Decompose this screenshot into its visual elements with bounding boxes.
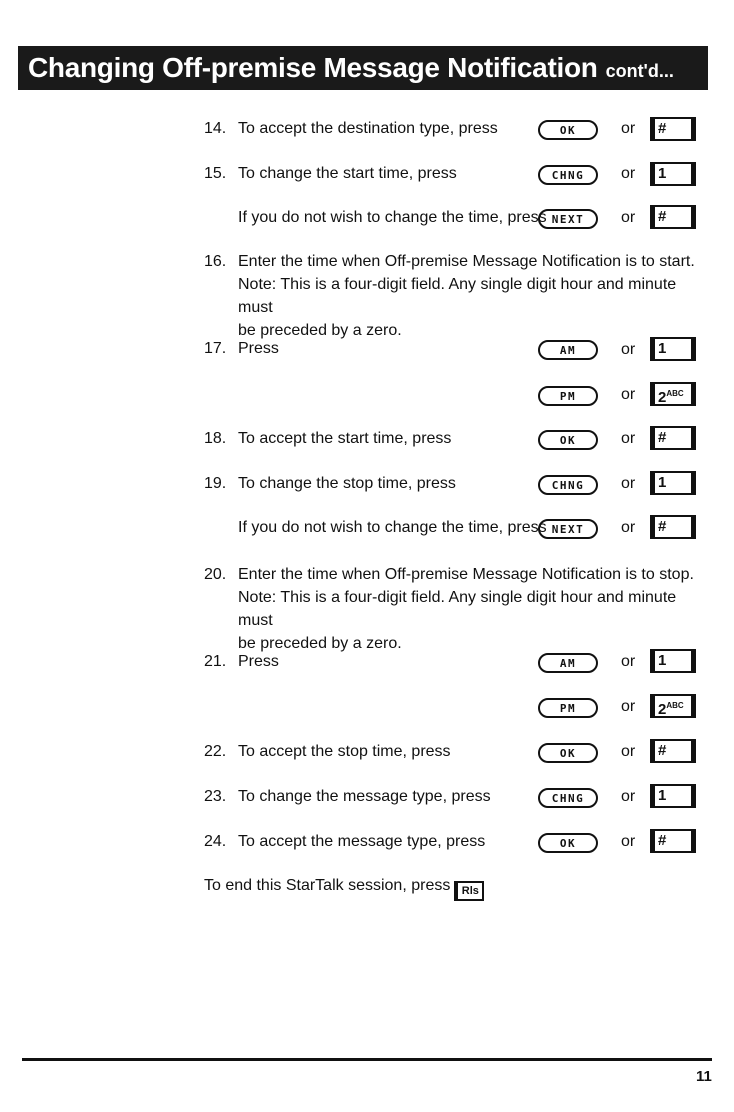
step-16 [204, 250, 709, 342]
or-text: or [621, 475, 636, 492]
step-24 [204, 832, 485, 852]
step-text: Press [238, 653, 279, 670]
am-softkey: AM [538, 340, 598, 360]
step-text: To change the message type, press [238, 788, 491, 805]
step-number: 17. [204, 340, 227, 357]
step-note-line: Note: This is a four-digit field. Any single digit hour and minute must [238, 276, 677, 316]
bottom-divider [22, 1058, 712, 1061]
step-15-alt-text: If you do not wish to change the time, press [238, 209, 547, 226]
ok-softkey: OK [538, 833, 598, 853]
step-number: 14. [204, 120, 227, 137]
or-text: or [621, 519, 636, 536]
chng-softkey: CHNG [538, 475, 598, 495]
or-text: or [621, 743, 636, 760]
step-20 [204, 563, 709, 655]
step-17 [204, 339, 279, 359]
key-letters: ABC [666, 389, 684, 398]
step-text-line1: Enter the time when Off-premise Message Notification is to start. [238, 253, 695, 270]
step-number: 19. [204, 475, 227, 492]
page-title-bar [18, 46, 708, 90]
page-title-suffix: cont'd... [605, 60, 674, 81]
chng-softkey: CHNG [538, 165, 598, 185]
pound-key: # [650, 426, 696, 450]
or-text: or [621, 430, 636, 447]
pound-key: # [650, 515, 696, 539]
step-text: To change the stop time, press [238, 475, 456, 492]
step-15 [204, 164, 457, 184]
one-key: 1 [650, 337, 696, 361]
or-text: or [621, 698, 636, 715]
step-note-line: be preceded by a zero. [238, 322, 402, 339]
step-number: 21. [204, 653, 227, 670]
page-title: Changing Off-premise Message Notification [28, 52, 598, 83]
end-session-line [204, 876, 484, 901]
step-22 [204, 742, 451, 762]
step-text: To accept the stop time, press [238, 743, 451, 760]
step-note-line: Note: This is a four-digit field. Any single digit hour and minute must [238, 589, 677, 629]
one-key: 1 [650, 649, 696, 673]
step-18 [204, 429, 451, 449]
step-number: 24. [204, 833, 227, 850]
two-abc-key [650, 694, 696, 718]
step-number: 23. [204, 788, 227, 805]
step-text: To accept the message type, press [238, 833, 486, 850]
chng-softkey: CHNG [538, 788, 598, 808]
ok-softkey: OK [538, 430, 598, 450]
or-text: or [621, 788, 636, 805]
step-21 [204, 652, 279, 672]
step-19 [204, 474, 456, 494]
step-number: 15. [204, 165, 227, 182]
or-text: or [621, 341, 636, 358]
one-key: 1 [650, 784, 696, 808]
key-digit: 2 [658, 389, 667, 406]
pound-key: # [650, 117, 696, 141]
or-text: or [621, 386, 636, 403]
step-number: 18. [204, 430, 227, 447]
next-softkey: NEXT [538, 209, 598, 229]
next-softkey: NEXT [538, 519, 598, 539]
pm-softkey: PM [538, 698, 598, 718]
step-23 [204, 787, 491, 807]
or-text: or [621, 120, 636, 137]
key-digit: 2 [658, 701, 667, 718]
pound-key: # [650, 829, 696, 853]
ok-softkey: OK [538, 120, 598, 140]
key-letters: ABC [666, 701, 684, 710]
end-session-text: To end this StarTalk session, press [204, 877, 451, 894]
step-note-line: be preceded by a zero. [238, 635, 402, 652]
step-text-line1: Enter the time when Off-premise Message Notification is to stop. [238, 566, 694, 583]
pm-softkey: PM [538, 386, 598, 406]
step-number: 22. [204, 743, 227, 760]
am-softkey: AM [538, 653, 598, 673]
ok-softkey: OK [538, 743, 598, 763]
or-text: or [621, 165, 636, 182]
step-text: To change the start time, press [238, 165, 457, 182]
or-text: or [621, 653, 636, 670]
two-abc-key [650, 382, 696, 406]
step-number: 16. [204, 253, 227, 270]
step-text: To accept the destination type, press [238, 120, 498, 137]
page-number: 11 [696, 1068, 712, 1085]
pound-key: # [650, 739, 696, 763]
one-key: 1 [650, 162, 696, 186]
step-19-alt-text: If you do not wish to change the time, press [238, 519, 547, 536]
pound-key: # [650, 205, 696, 229]
step-14 [204, 119, 498, 139]
or-text: or [621, 833, 636, 850]
or-text: or [621, 209, 636, 226]
step-text: Press [238, 340, 279, 357]
step-text: To accept the start time, press [238, 430, 452, 447]
step-number: 20. [204, 566, 227, 583]
one-key: 1 [650, 471, 696, 495]
rls-key: Rls [454, 881, 484, 901]
